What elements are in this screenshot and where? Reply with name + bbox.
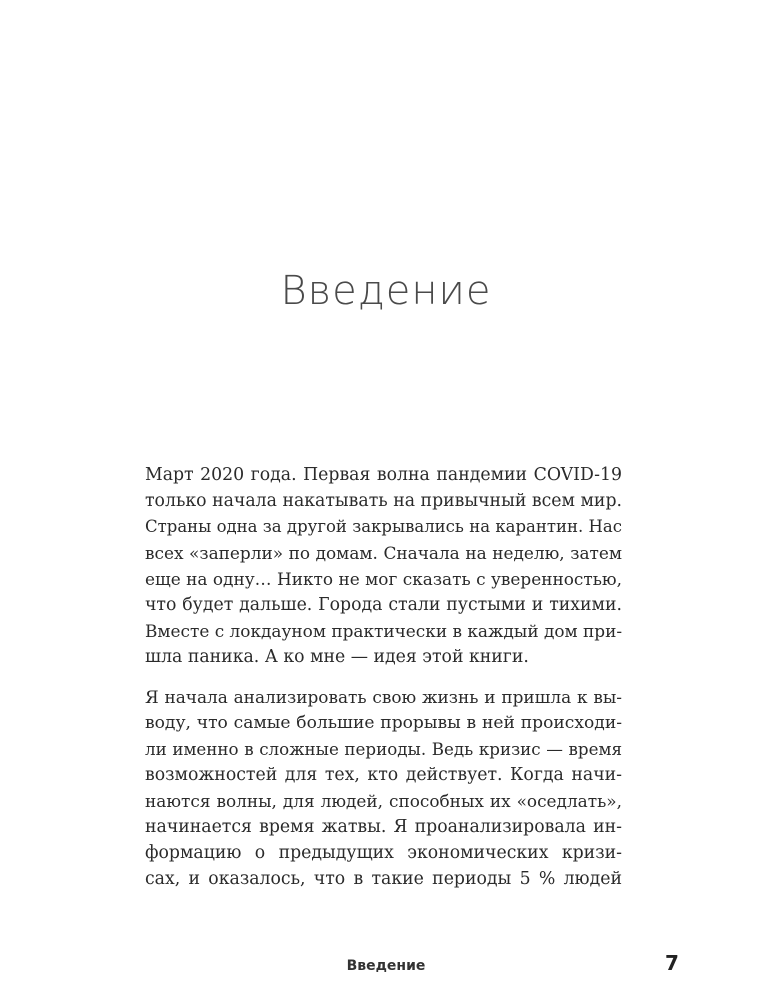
text-line: начинается время жатвы. Я проанализировала ин- bbox=[145, 817, 622, 837]
text-line: возможностей для тех, кто действует. Когда начи- bbox=[145, 765, 622, 785]
text-line: Март 2020 года. Первая волна пандемии COVID-19 bbox=[145, 465, 622, 485]
text-line: что будет дальше. Города стали пустыми и тихими. bbox=[145, 595, 622, 615]
text-line: Вместе с локдауном практически в каждый дом при- bbox=[145, 621, 623, 641]
text-line: всех «заперли» по домам. Сначала на неделю, затем bbox=[145, 543, 622, 563]
text-line: Страны одна за другой закрывались на карантин. Нас bbox=[145, 517, 622, 536]
paragraph-2 bbox=[145, 684, 622, 892]
page-title: Введение bbox=[280, 268, 492, 314]
body-text bbox=[145, 462, 622, 906]
text-line: шла паника. А ко мне — идея этой книги. bbox=[145, 647, 529, 667]
text-line: сах, и оказалось, что в такие периоды 5 % людей bbox=[145, 869, 622, 889]
page-number: 7 bbox=[665, 951, 679, 975]
paragraph-1 bbox=[145, 462, 622, 670]
text-line: только начала накатывать на привычный всем мир. bbox=[145, 491, 622, 511]
text-line: ли именно в сложные периоды. Ведь кризис — время bbox=[145, 739, 622, 759]
text-line: Я начала анализировать свою жизнь и пришла к вы- bbox=[145, 687, 622, 707]
text-line: еще на одну… Никто не мог сказать с уверенностью, bbox=[145, 569, 622, 589]
text-line: наются волны, для людей, способных их «оседлать», bbox=[145, 791, 622, 811]
text-line: воду, что самые большие прорывы в ней происходи- bbox=[145, 713, 622, 733]
footer-running-title: Введение bbox=[346, 958, 426, 974]
text-line: формацию о предыдущих экономических кризи- bbox=[145, 843, 622, 863]
